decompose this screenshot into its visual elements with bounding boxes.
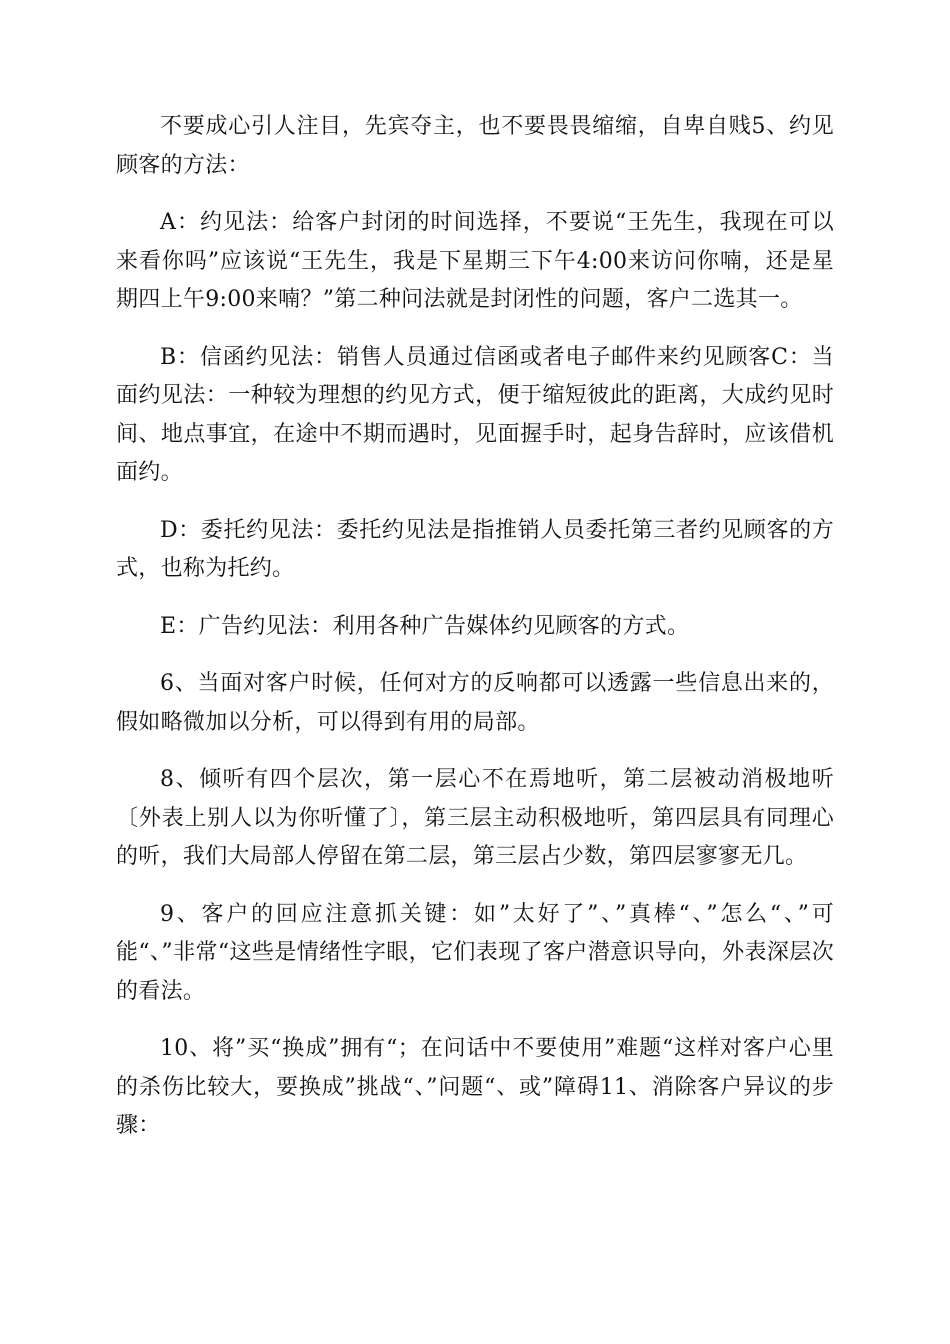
- paragraph-method-a: A：约见法：给客户封闭的时间选择，不要说“王先生，我现在可以来看你吗”应该说“王先生，我是下星期三下午4:00来访问你喃，还是星期四上午9:00来喃？”第二种问法就是封闭性的问题，客户二选其一。: [116, 210, 834, 312]
- paragraph-item-6: 6、当面对客户时候，任何对方的反响都可以透露一些信息出来的，假如略微加以分析，可以得到有用的局部。: [116, 671, 834, 735]
- paragraph-intro: 不要成心引人注目，先宾夺主，也不要畏畏缩缩，自卑自贱5、约见顾客的方法：: [116, 114, 834, 178]
- document-body: [116, 108, 834, 1165]
- paragraph-item-10: 10、将”买“换成”拥有“；在问话中不要使用”难题“这样对客户心里的杀伤比较大，要换成”挑战“、”问题“、或”障碍11、消除客户异议的步骤：: [116, 1036, 834, 1138]
- paragraph-method-e: E：广告约见法：利用各种广告媒体约见顾客的方式。: [160, 613, 690, 639]
- paragraph-method-d: D：委托约见法：委托约见法是指推销人员委托第三者约见顾客的方式，也称为托约。: [116, 517, 834, 581]
- paragraph-method-b-c: B：信函约见法：销售人员通过信函或者电子邮件来约见顾客C：当面约见法：一种较为理想的约见方式，便于缩短彼此的距离，大成约见时间、地点事宜，在途中不期而遇时，见面握手时，起身告辞时，应该借机面约。: [116, 344, 834, 485]
- paragraph-item-9: 9、客户的回应注意抓关键：如”太好了”、”真棒“、”怎么“、”可能“、”非常“这些是情绪性字眼，它们表现了客户潜意识导向，外表深层次的看法。: [116, 901, 834, 1004]
- paragraph-item-8: 8、倾听有四个层次，第一层心不在焉地听，第二层被动消极地听〔外表上别人以为你听懂了〕，第三层主动积极地听，第四层具有同理心的听，我们大局部人停留在第二层，第三层占少数，第四层寥寥无几。: [116, 767, 834, 869]
